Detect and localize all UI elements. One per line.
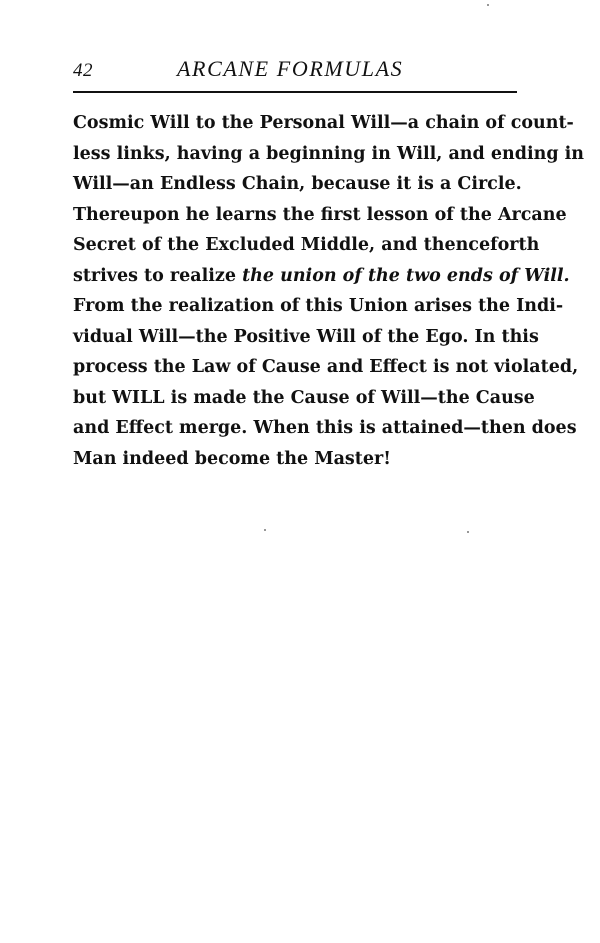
text-line-with-emphasis (73, 261, 570, 292)
page-header (73, 56, 517, 88)
text-line: Secret of the Excluded Middle, and thenceforth (73, 235, 540, 255)
text-line: Thereupon he learns the first lesson of the Arcane (73, 204, 567, 225)
text-line: Cosmic Will to the Personal Will—a chain of count- (73, 113, 574, 133)
running-head-title: ARCANE FORMULAS (177, 56, 404, 81)
text-line: Will—an Endless Chain, because it is a Circle. (73, 174, 522, 194)
text-line: process the Law of Cause and Effect is not violated, (73, 357, 579, 377)
body-paragraph (73, 108, 585, 474)
scan-speck (487, 4, 489, 6)
page-number: 42 (73, 60, 93, 81)
emphasized-phrase: the union of the two ends of Will. (242, 265, 570, 286)
text-line-prefix: strives to realize (73, 265, 243, 286)
scan-speck (467, 531, 469, 533)
text-line: and Effect merge. When this is attained—then does (73, 418, 577, 438)
header-rule (73, 91, 517, 93)
text-line: From the realization of this Union arises the Indi- (73, 296, 564, 316)
scan-speck (264, 529, 266, 531)
text-line: vidual Will—the Positive Will of the Ego. In this (73, 326, 539, 347)
final-text-line: Man indeed become the Master! (73, 448, 391, 469)
text-line: but WILL is made the Cause of Will—the Cause (73, 387, 535, 408)
text-line: less links, having a beginning in Will, and ending in (73, 143, 585, 164)
